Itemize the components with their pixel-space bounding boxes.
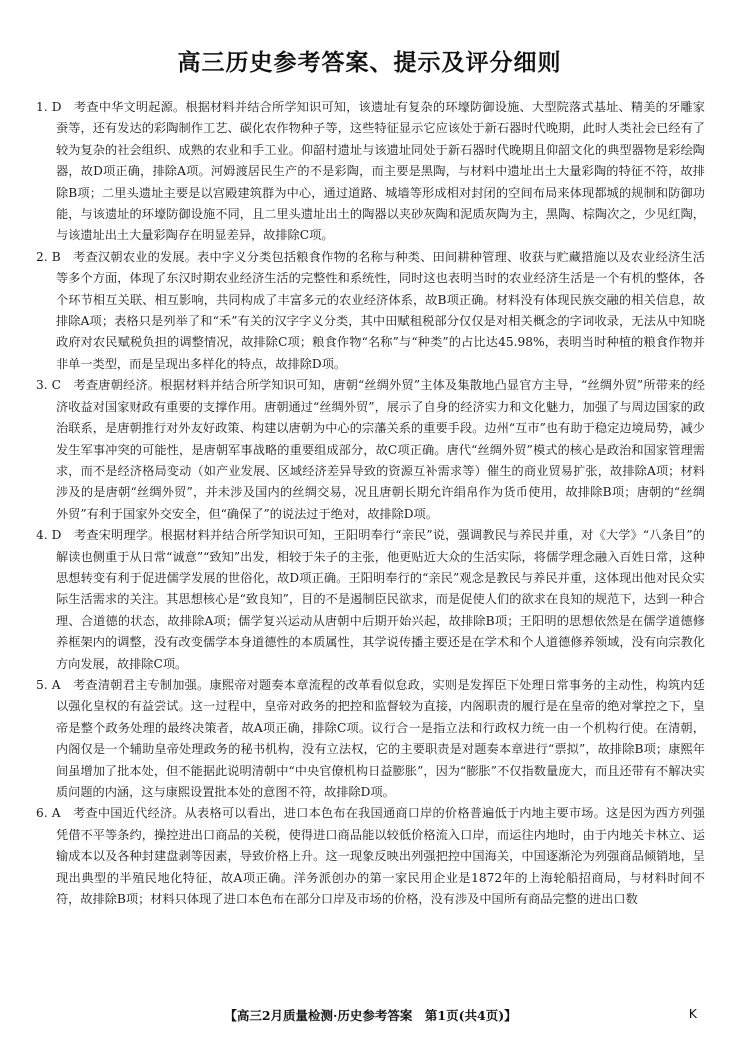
answer-item-5: 5. A 考查清朝君主专制加强。康熙帝对题奏本章流程的改革看似怠政，实则是发挥臣下处理日常事务的主动性，构筑内廷以强化皇权的有益尝试。这一过程中，皇帝对政务的把控和监督较为直接，内阁职责的履行是在皇帝的绝对掌控之下，皇帝是整个政务处理的最终决策者，故A项正确，排除C项。议行合一是指立法和行政权力统一由一个机构行使。在清朝，内阁仅是一个辅助皇帝处理政务的秘书机构，没有立法权，它的主要职责是对题奏本章进行“票拟”，故排除B项；康熙年间虽增加了批本处，但不能据此说明清朝中“中央官僚机构日益膨胀”，因为“膨胀”不仅指数量庞大，而且还带有不解决实质问题的内涵，这与康熙设置批本处的意图不符，故排除D项。 xyxy=(36,677,705,799)
footer-code: K xyxy=(688,1006,697,1021)
footer-text: 【高三2月质量检测·历史参考答案 第1页(共4页)】 xyxy=(224,1008,517,1023)
page-title: 高三历史参考答案、提示及评分细则 xyxy=(177,50,562,76)
answer-item-1: 1. D 考查中华文明起源。根据材料并结合所学知识可知，该遗址有复杂的环壕防御设施、大型院落式基址、精美的牙雕家蚕等，还有发达的彩陶制作工艺、碳化农作物种子等，这些特征显示它应该处于新石器时代晚期，此时人类社会已经有了较为复杂的社会组织、成熟的农业和手工业。仰韶村遗址与该遗址同处于新石器时代晚期且仰韶文化的典型器物是彩绘陶器，故D项正确，排除A项。河姆渡居民生产的不是彩陶，而主要是黑陶，与材料中遗址出土大量彩陶的特征不符，故排除B项；二里头遗址主要是以宫殿建筑群为中心，通过道路、城墙等形成相对封闭的空间布局来体现都城的规制和防御功能，与该遗址的环壕防御设施不同，且二里头遗址出土的陶器以夹砂灰陶和泥质灰陶为主，黑陶、棕陶次之，少见红陶，与该遗址出土大量彩陶存在明显差异，故排除C项。 xyxy=(36,100,705,243)
answer-list xyxy=(36,97,705,910)
answer-item-3: 3. C 考查唐朝经济。根据材料并结合所学知识可知，唐朝“丝绸外贸”主体及集散地凸显官方主导，“丝绸外贸”所带来的经济收益对国家财政有重要的支撑作用。唐朝通过“丝绸外贸”，展示了自身的经济实力和文化魅力，加强了与周边国家的政治联系，是唐朝推行对外友好政策、构建以唐朝为中心的宗藩关系的重要手段。边州“互市”也有助于稳定边境局势，减少发生军事冲突的可能性，是唐朝军事战略的重要组成部分，故C项正确。唐代“丝绸外贸”模式的核心是政治和国家管理需求，而不是经济格局变动（如产业发展、区域经济差异导致的资源互补需求等）催生的商业贸易扩张，故排除A项；材料涉及的是唐朝“丝绸外贸”，并未涉及国内的丝绸交易，况且唐朝长期允许绢帛作为货币使用，故排除B项；唐朝的“丝绸外贸”有利于国家外交安全，但“确保了”的说法过于绝对，故排除D项。 xyxy=(36,378,705,521)
answer-item-4: 4. D 考查宋明理学。根据材料并结合所学知识可知，王阳明奉行“亲民”说，强调教民与养民并重，对《大学》“八条目”的解读也侧重于从日常“诚意”“致知”出发，相较于朱子的主张，他更贴近大众的生活实际，将儒学理念融入百姓日常，这种思想转变有利于促进儒学发展的世俗化，故D项正确。王阳明奉行的“亲民”观念是教民与养民并重，这体现出他对民众实际生活需求的关注。其思想核心是“致良知”，目的不是遏制臣民欲求，而是促使人们的欲求在良知的规范下，达到一种合理、合道德的状态，故排除A项；儒学复兴运动从唐朝中后期开始兴起，故排除B项；王阳明的思想依然是在儒学道德修养框架内的调整，没有改变儒学本身道德性的本质属性，其学说传播主要还是在学术和个人道德修养领域，没有向宗教化方向发展，故排除C项。 xyxy=(36,528,705,671)
page-footer xyxy=(36,1006,705,1026)
answer-item-6: 6. A 考查中国近代经济。从表格可以看出，进口本色布在我国通商口岸的价格普遍低于内地主要市场。这是因为西方列强凭借不平等条约，操控进出口商品的关税，使得进口商品能以较低价格流入口岸，而运往内地时，由于内地关卡林立、运输成本以及各种封建盘剥等因素，导致价格上升。这一现象反映出列强把控中国海关，中国逐渐沦为列强商品倾销地，呈现出典型的半殖民地化特征，故A项正确。洋务派创办的第一家民用企业是1872年的上海轮船招商局，与材料时间不符，故排除B项；材料只体现了进口本色布在部分口岸及市场的价格，没有涉及中国所有商品完整的进出口数 xyxy=(36,806,705,907)
answer-item-2: 2. B 考查汉朝农业的发展。表中字义分类包括粮食作物的名称与种类、田间耕种管理、收获与贮藏措施以及农业经济生活等多个方面，体现了东汉时期农业经济生活的完整性和系统性，同时这也表明当时的农业经济生活是一个有机的整体，各个环节相互关联、相互影响，共同构成了丰富多元的农业经济体系，故B项正确。材料没有体现民族交融的相关信息，故排除A项；表格只是列举了和“禾”有关的汉字字义分类，其中田赋租税部分仅仅是对相关概念的字词收录，无法从中知晓政府对农民赋税负担的调整情况，故排除C项；粮食作物“名称”与“种类”的占比达45.98%，表明当时种植的粮食作物并非单一类型，而是呈现出多样化的特点，故排除D项。 xyxy=(36,249,705,371)
